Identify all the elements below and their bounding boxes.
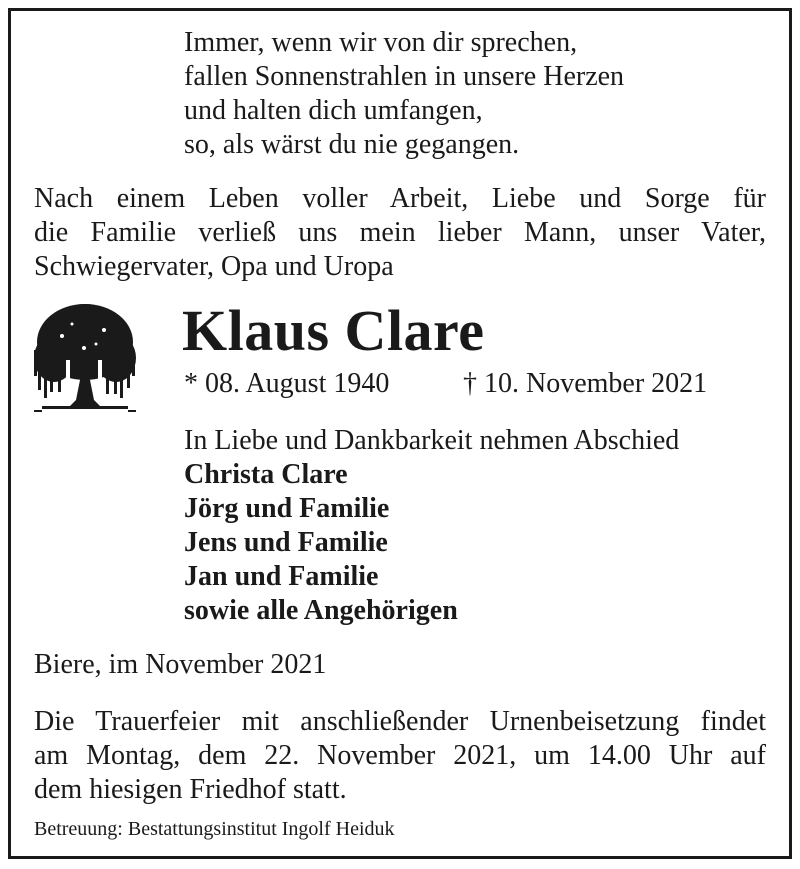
- intro-line: Schwiegervater, Opa und Uropa: [34, 251, 394, 282]
- mourners-intro: In Liebe und Dankbarkeit nehmen Abschied: [184, 425, 680, 456]
- mourner-name: Jörg und Familie: [184, 493, 390, 524]
- mourner-name: Jens und Familie: [184, 527, 388, 558]
- deceased-name: Klaus Clare: [182, 298, 485, 363]
- life-dates: [184, 366, 708, 402]
- place-date: Biere, im November 2021: [34, 649, 327, 680]
- poem-line: so, als wärst du nie gegangen.: [184, 129, 520, 160]
- ceremony-text: [34, 705, 766, 807]
- ceremony-line: am Montag, dem 22. November 2021, um 14.00 Uhr auf: [34, 740, 766, 771]
- mourner-name: Jan und Familie: [184, 561, 379, 592]
- poem: [184, 26, 624, 162]
- intro-text: [34, 182, 766, 284]
- poem-line: und halten dich umfangen,: [184, 95, 483, 126]
- intro-line: Nach einem Leben voller Arbeit, Liebe und Sorge für: [34, 183, 766, 214]
- birth-date: * 08. August 1940: [184, 368, 390, 399]
- mourner-name: Christa Clare: [184, 459, 348, 490]
- weeping-willow-tree-icon: [32, 300, 138, 416]
- ceremony-line: Die Trauerfeier mit anschließender Urnenbeisetzung findet: [34, 706, 766, 737]
- funeral-home-credit: Betreuung: Bestattungsinstitut Ingolf Heiduk: [34, 818, 395, 840]
- intro-line: die Familie verließ uns mein lieber Mann, unser Vater,: [34, 217, 766, 248]
- poem-line: Immer, wenn wir von dir sprechen,: [184, 27, 578, 58]
- death-date: † 10. November 2021: [463, 368, 708, 399]
- ceremony-line: dem hiesigen Friedhof statt.: [34, 774, 347, 805]
- mourners: [184, 424, 679, 628]
- poem-line: fallen Sonnenstrahlen in unsere Herzen: [184, 61, 625, 92]
- mourner-name: sowie alle Angehörigen: [184, 595, 458, 626]
